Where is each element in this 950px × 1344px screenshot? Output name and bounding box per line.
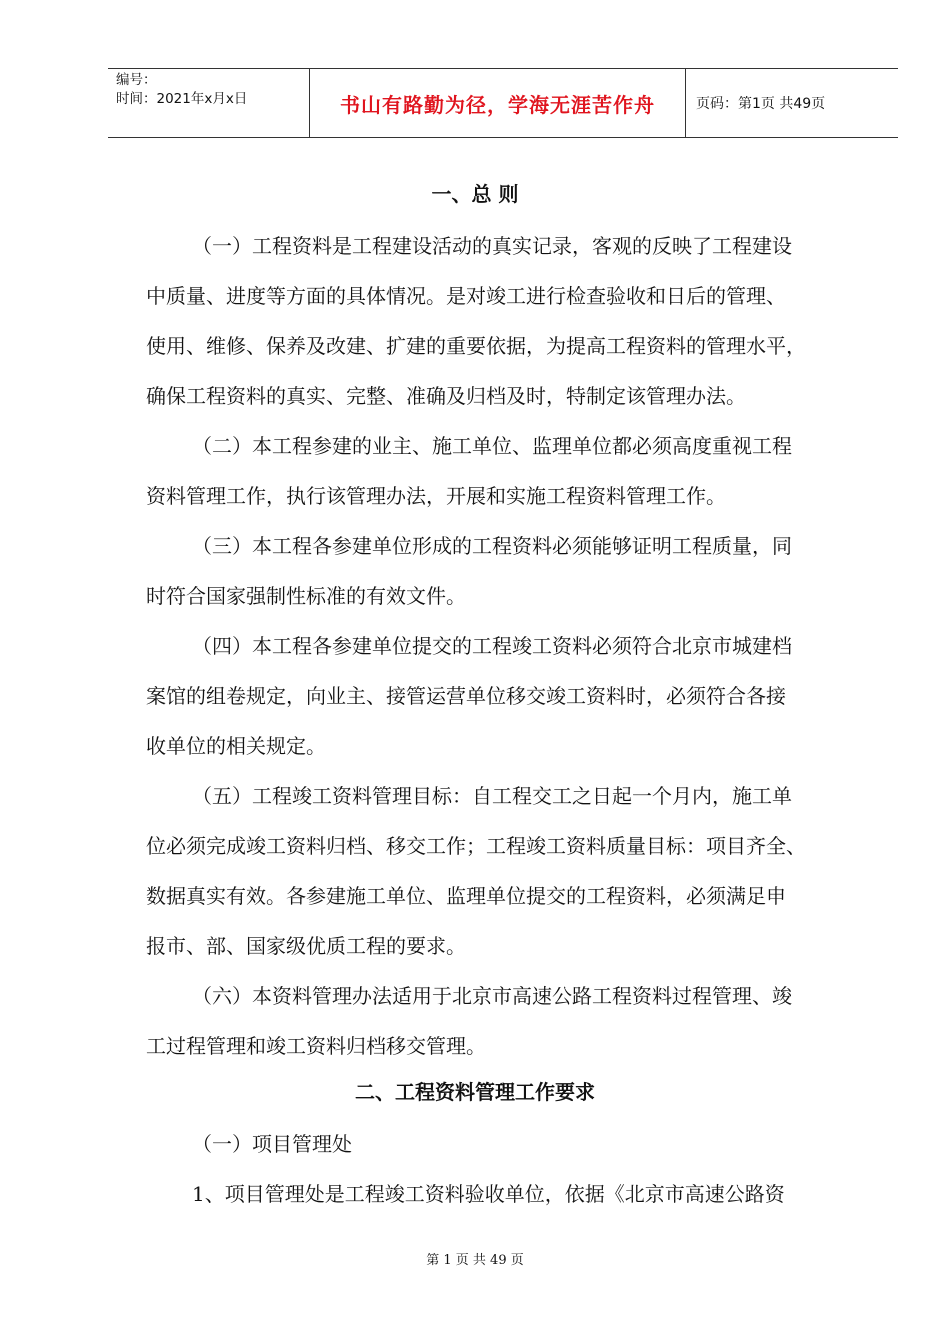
serial-number-label: 编号：	[116, 72, 157, 88]
body-line: （六）本资料管理办法适用于北京市高速公路工程资料过程管理、竣	[192, 984, 792, 1008]
section-title-general: 一、总 则	[431, 182, 519, 206]
body-line: （二）本工程参建的业主、施工单位、监理单位都必须高度重视工程	[192, 434, 792, 458]
body-line: 报市、部、国家级优质工程的要求。	[146, 934, 466, 958]
body-line: 时符合国家强制性标准的有效文件。	[146, 584, 466, 608]
body-line: 中质量、进度等方面的具体情况。是对竣工进行检查验收和日后的管理、	[146, 284, 786, 308]
body-line: 资料管理工作，执行该管理办法，开展和实施工程资料管理工作。	[146, 484, 726, 508]
header-page-info: 页码：第1页 共49页	[696, 96, 826, 112]
date-label: 时间：2021年x月x日	[116, 91, 248, 107]
body-line: （五）工程竣工资料管理目标：自工程交工之日起一个月内，施工单	[192, 784, 792, 808]
body-line: （三）本工程各参建单位形成的工程资料必须能够证明工程质量，同	[192, 534, 792, 558]
body-line: 数据真实有效。各参建施工单位、监理单位提交的工程资料，必须满足申	[146, 884, 786, 908]
body-line: 收单位的相关规定。	[146, 734, 326, 758]
body-line: 使用、维修、保养及改建、扩建的重要依据，为提高工程资料的管理水平，	[146, 334, 806, 358]
header-motto: 书山有路勤为径，学海无涯苦作舟	[310, 69, 686, 137]
header-meta	[108, 69, 310, 137]
section-title-requirements: 二、工程资料管理工作要求	[355, 1080, 595, 1104]
body-line: （一）工程资料是工程建设活动的真实记录，客观的反映了工程建设	[192, 234, 792, 258]
body-line: 确保工程资料的真实、完整、准确及归档及时，特制定该管理办法。	[146, 384, 746, 408]
body-line: 工过程管理和竣工资料归档移交管理。	[146, 1034, 486, 1058]
page-footer: 第 1 页 共 49 页	[426, 1253, 524, 1268]
body-line: 位必须完成竣工资料归档、移交工作；工程竣工资料质量目标：项目齐全、	[146, 834, 806, 858]
body-line: （一）项目管理处	[192, 1132, 352, 1156]
body-line: （四）本工程各参建单位提交的工程竣工资料必须符合北京市城建档	[192, 634, 792, 658]
body-line: 1、项目管理处是工程竣工资料验收单位，依据《北京市高速公路资	[192, 1182, 785, 1206]
body-line: 案馆的组卷规定，向业主、接管运营单位移交竣工资料时，必须符合各接	[146, 684, 786, 708]
page-header	[108, 68, 898, 138]
